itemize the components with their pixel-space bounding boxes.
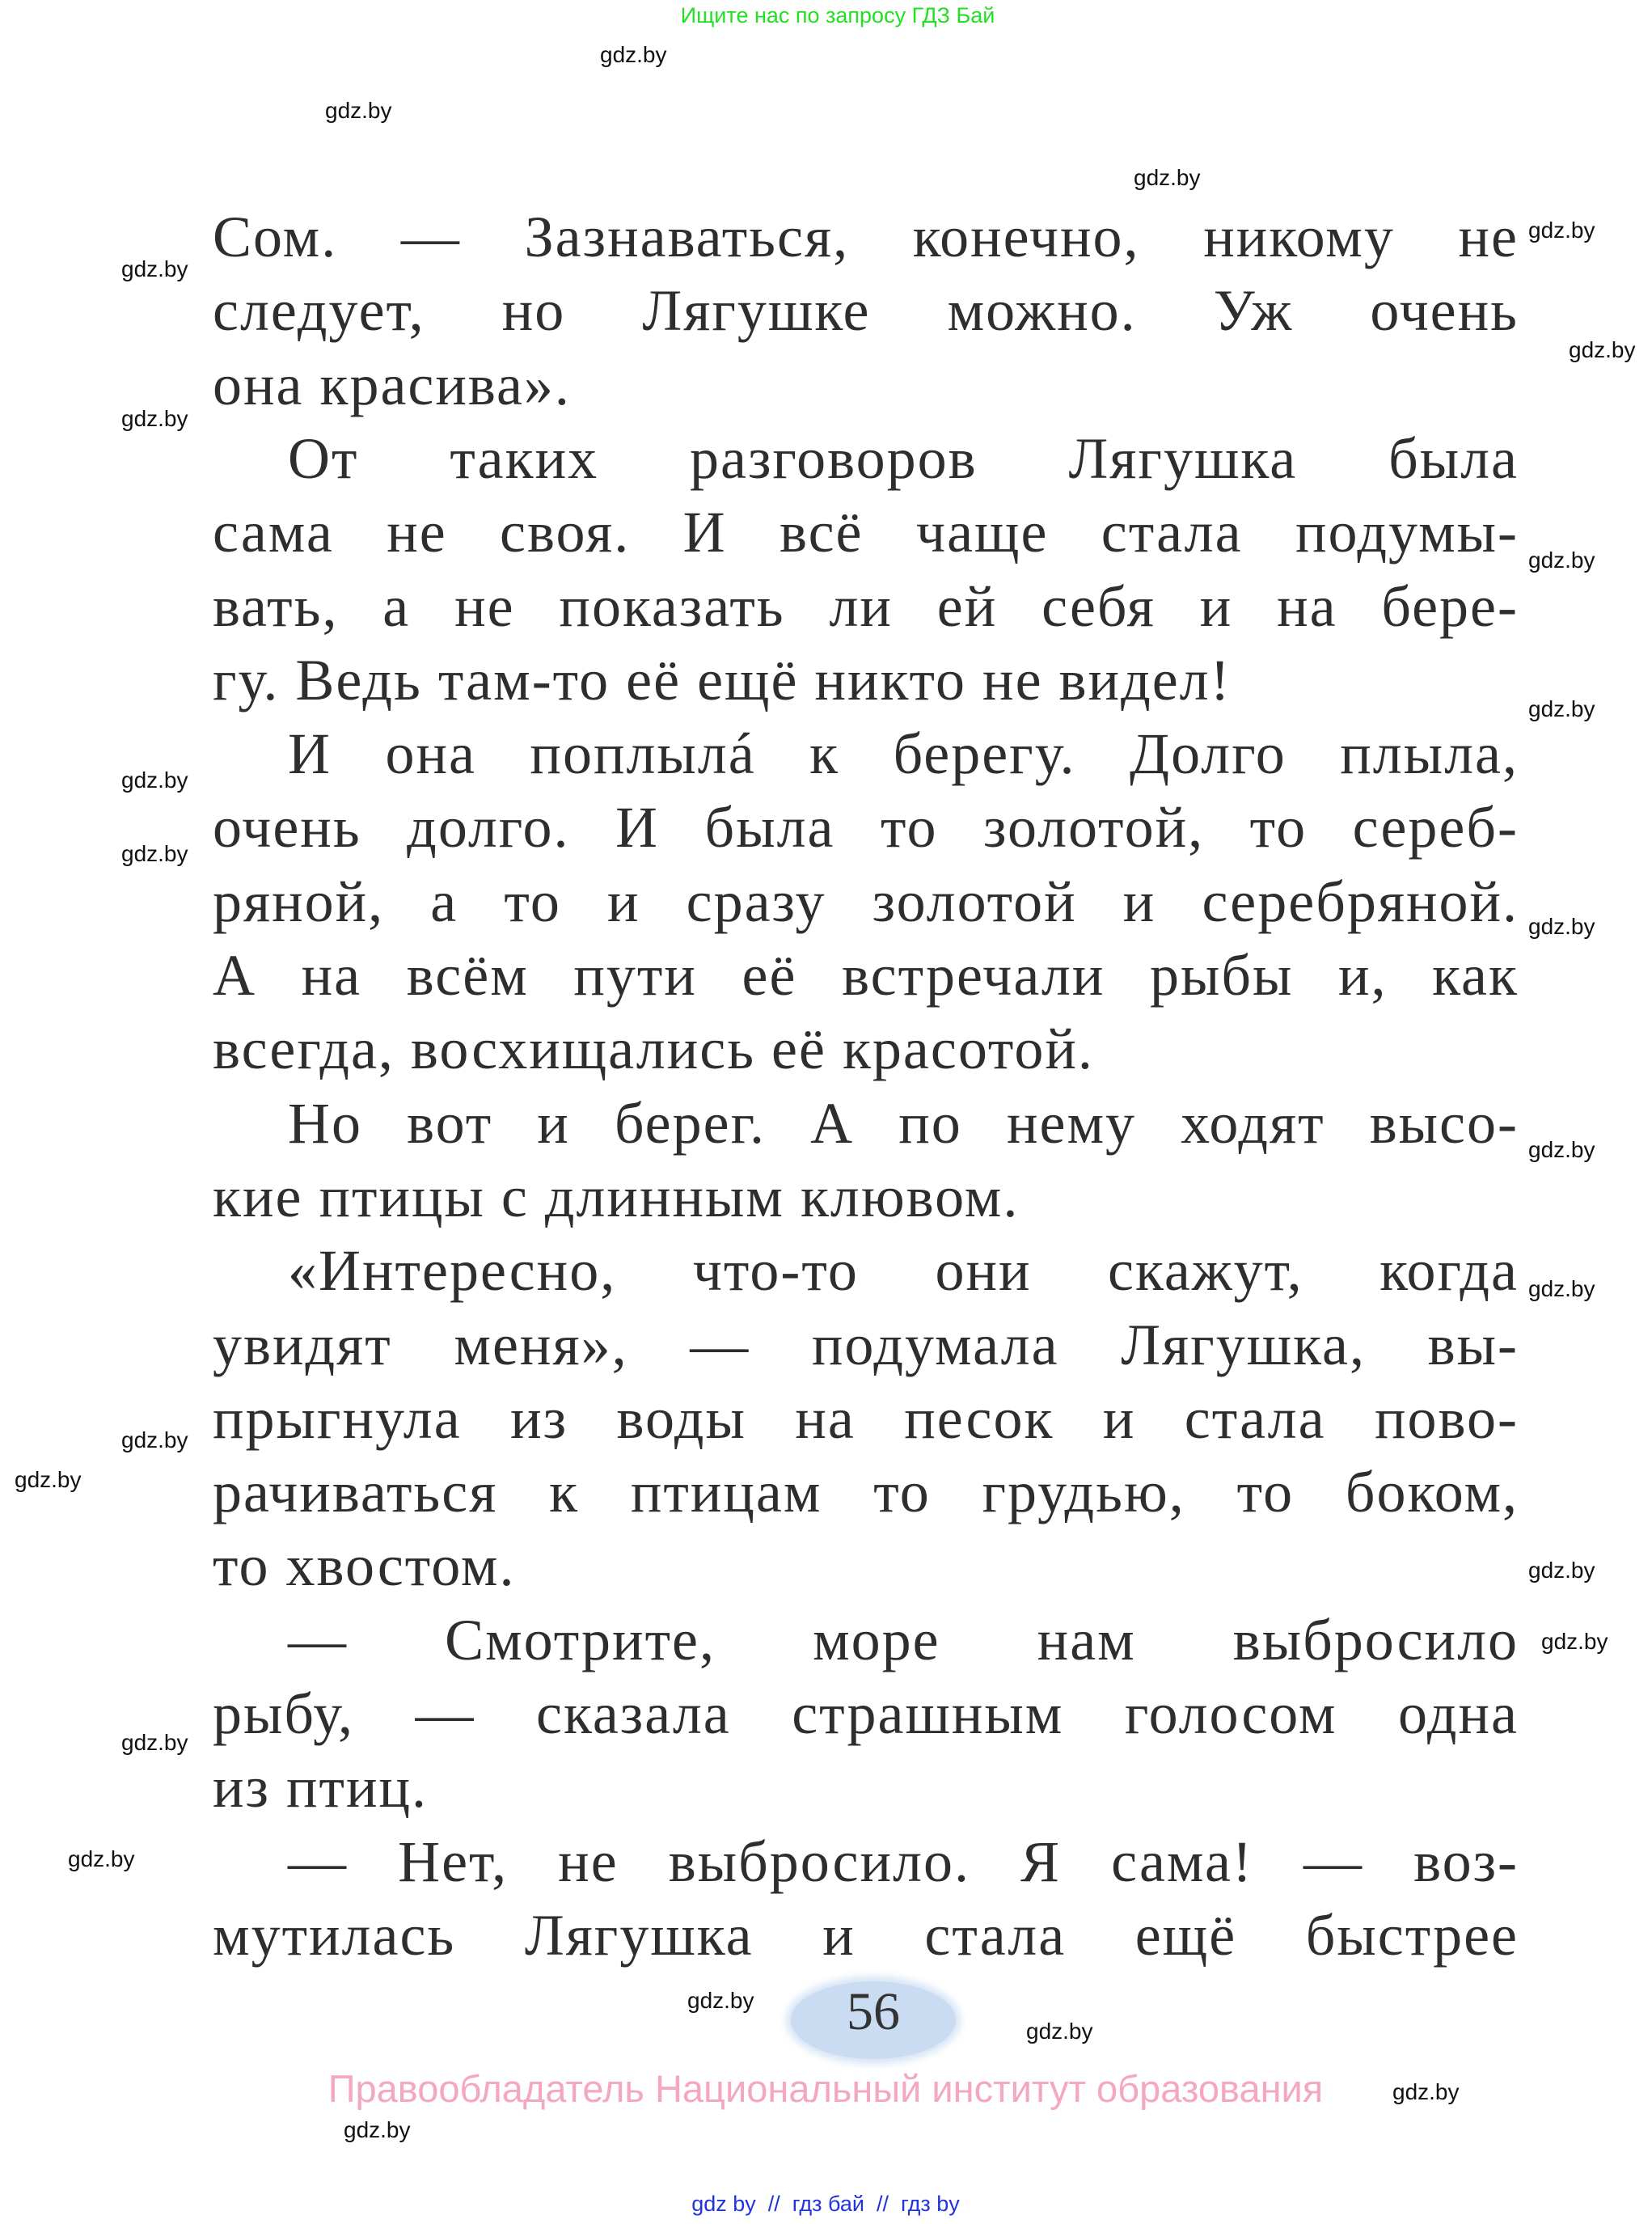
watermark: gdz.by: [1541, 1629, 1608, 1654]
text-line: И она поплылá к берегу. Долго плыла,: [288, 721, 1519, 787]
watermark: gdz.by: [121, 256, 188, 281]
rights-holder-notice: Правообладатель Национальный институт образования: [327, 2067, 1324, 2110]
text-line: увидят меня», — подумала Лягушка, вы-: [213, 1312, 1519, 1377]
text-line: гу. Ведь там-то её ещё никто не видел!: [213, 647, 1232, 712]
watermark: gdz.by: [600, 42, 667, 67]
search-banner: Ищите нас по запросу ГДЗ Бай: [680, 3, 995, 27]
watermark: gdz.by: [121, 1730, 188, 1755]
text-line: А на всём пути её встречали рыбы и, как: [213, 943, 1519, 1008]
text-line: — Нет, не выбросило. Я сама! — воз-: [288, 1829, 1519, 1894]
watermark: gdz.by: [1392, 2079, 1460, 2104]
watermark: gdz.by: [1134, 165, 1201, 190]
text-line: она красива».: [213, 352, 571, 417]
watermark: gdz.by: [121, 767, 188, 793]
watermark: gdz.by: [1528, 696, 1595, 721]
text-line: всегда, восхищались её красотой.: [213, 1017, 1094, 1082]
text-line: — Смотрите, море нам выбросило: [288, 1607, 1519, 1672]
watermark: gdz.by: [1528, 1276, 1595, 1301]
text-line: следует, но Лягушке можно. Уж очень: [213, 278, 1519, 344]
watermark: gdz.by: [1569, 337, 1636, 362]
watermark: gdz.by: [1528, 548, 1595, 573]
watermark: gdz.by: [1528, 218, 1595, 243]
text-line: ряной, а то и сразу золотой и серебряной.: [213, 869, 1519, 934]
watermark: gdz.by: [68, 1846, 135, 1871]
text-line: «Интересно, что-то они скажут, когда: [288, 1238, 1519, 1304]
text-line: то хвостом.: [213, 1533, 516, 1599]
footer-links[interactable]: gdz by // гдз бай // гдз by: [691, 2192, 960, 2216]
watermark: gdz.by: [121, 1427, 188, 1452]
text-line: рыбу, — сказала страшным голосом одна: [213, 1681, 1519, 1746]
text-line: кие птицы с длинным клювом.: [213, 1164, 1020, 1229]
watermark: gdz.by: [687, 1988, 754, 2013]
watermark: gdz.by: [1528, 1137, 1595, 1162]
watermark: gdz.by: [1026, 2019, 1093, 2044]
text-line: Сом. — Зазнаваться, конечно, никому не: [213, 205, 1519, 269]
watermark: gdz.by: [121, 841, 188, 866]
watermark: gdz.by: [344, 2117, 411, 2142]
text-line: мутилась Лягушка и стала ещё быстрее: [213, 1902, 1519, 1968]
watermark: gdz.by: [15, 1467, 82, 1492]
watermark: gdz.by: [121, 406, 188, 431]
text-line: очень долго. И была то золотой, то сереб-: [213, 795, 1519, 860]
watermark: gdz.by: [1528, 914, 1595, 939]
text-line: Но вот и берег. А по нему ходят высо-: [288, 1090, 1519, 1156]
text-line: рачиваться к птицам то грудью, то боком,: [213, 1460, 1519, 1525]
watermark: gdz.by: [325, 98, 392, 123]
text-line: прыгнула из воды на песок и стала пово-: [213, 1385, 1519, 1451]
watermark: gdz.by: [1528, 1558, 1595, 1583]
text-line: От таких разговоров Лягушка была: [288, 425, 1519, 491]
text-line: вать, а не показать ли ей себя и на бере-: [213, 573, 1519, 639]
page-number: 56: [847, 1982, 900, 2041]
text-line: сама не своя. И всё чаще стала подумы-: [213, 500, 1519, 565]
text-line: из птиц.: [213, 1755, 429, 1820]
